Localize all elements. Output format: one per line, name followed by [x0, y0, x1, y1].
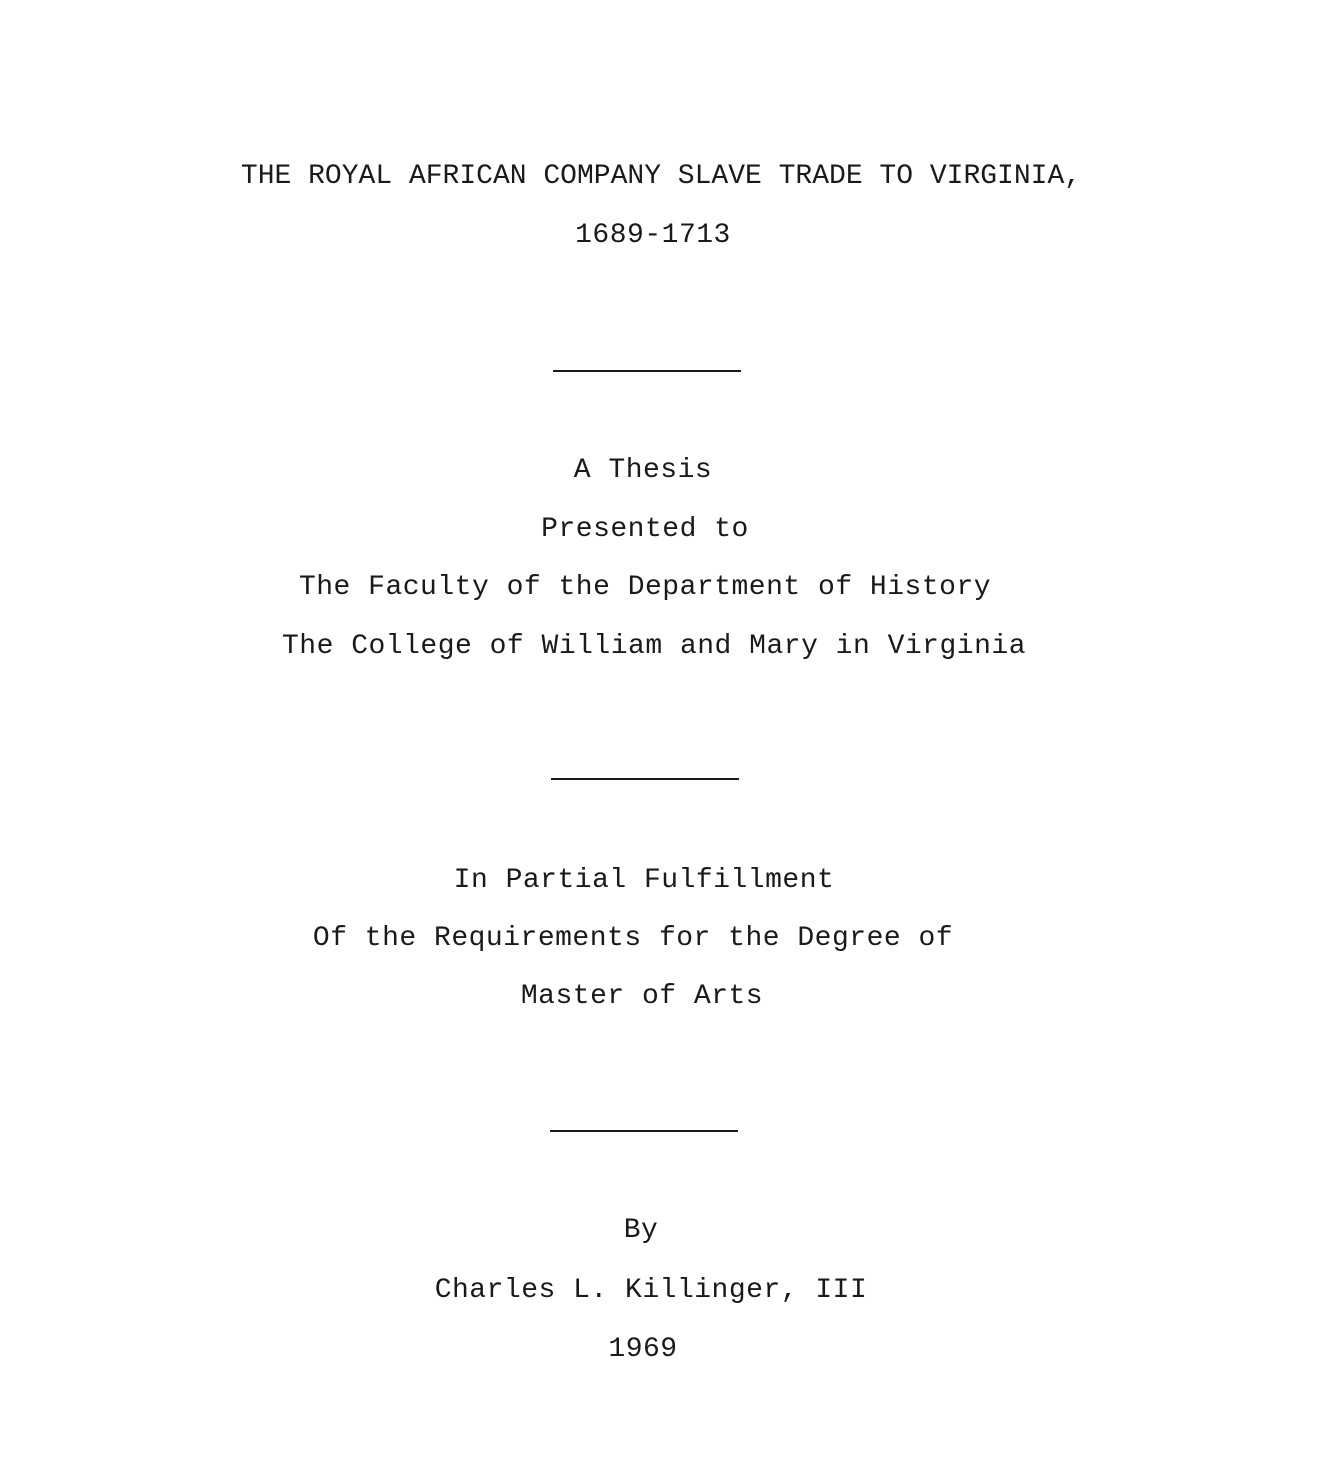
divider-2	[551, 778, 739, 780]
thesis-year: 1969	[608, 1334, 678, 1365]
divider-3	[550, 1130, 738, 1132]
faculty-line: The Faculty of the Department of History	[298, 572, 992, 603]
requirements-line: Of the Requirements for the Degree of	[312, 923, 954, 954]
thesis-title-years: 1689-1713	[575, 220, 731, 251]
by-label: By	[623, 1215, 659, 1246]
divider-1	[553, 370, 741, 372]
presented-to-label: Presented to	[541, 514, 749, 545]
thesis-label: A Thesis	[573, 455, 713, 486]
fulfillment-line: In Partial Fulfillment	[453, 865, 835, 896]
college-line: The College of William and Mary in Virginia	[281, 631, 1027, 662]
author-name: Charles L. Killinger, III	[434, 1275, 868, 1306]
degree-line: Master of Arts	[520, 981, 764, 1012]
thesis-title-line-1: THE ROYAL AFRICAN COMPANY SLAVE TRADE TO VIRGINIA,	[240, 161, 1082, 192]
